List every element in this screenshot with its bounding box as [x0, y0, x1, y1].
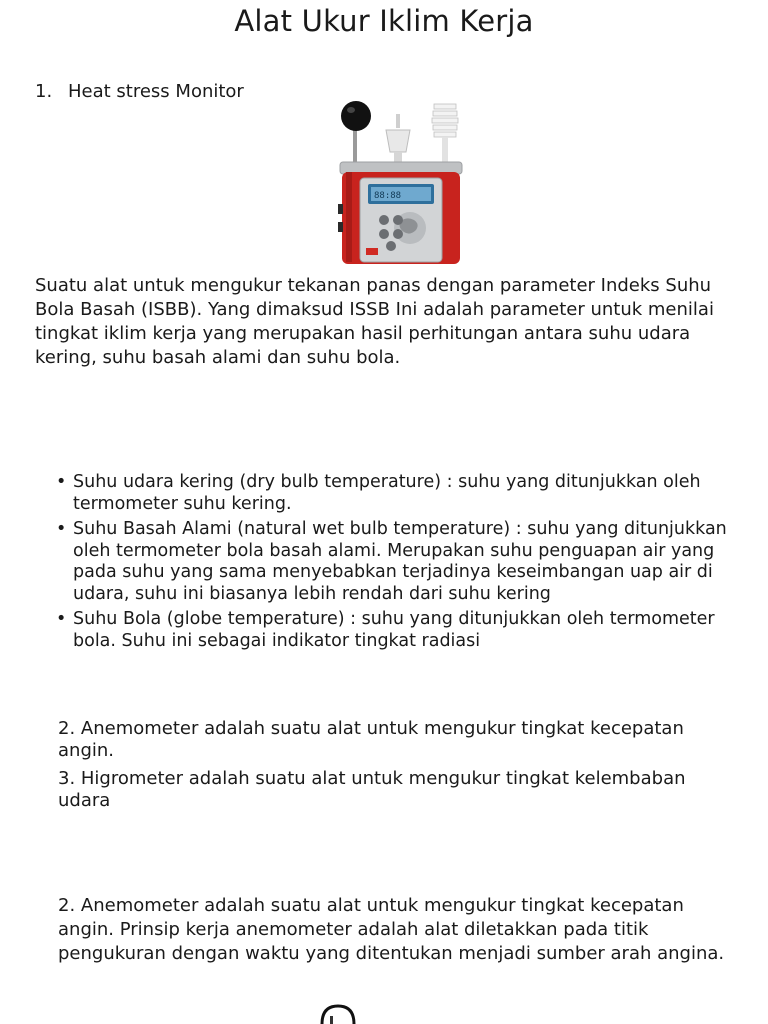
anemometer-full-text: 2. Anemometer adalah suatu alat untuk mengukur tingkat kecepatan angin. Prinsip kerja anemometer adalah alat diletakkan pada titik pengukuran dengan waktu yang ditentukan menjadi sumber arah angina. — [58, 895, 725, 964]
page-title: Alat Ukur Iklim Kerja — [234, 4, 534, 38]
heat-stress-monitor-image — [338, 96, 464, 266]
wet-bulb-sensor — [386, 114, 410, 164]
temperature-bullet-list — [56, 472, 736, 656]
globe-sensor — [341, 101, 371, 164]
anemometer-image — [300, 998, 420, 1024]
bullet-dry-bulb: • Suhu udara kering (dry bulb temperature) : suhu yang ditunjukkan oleh termometer suhu kering. — [56, 472, 736, 515]
anemometer-short-text: 2. Anemometer adalah suatu alat untuk mengukur tingkat kecepatan angin. — [58, 718, 684, 761]
bullet-wet-bulb: • Suhu Basah Alami (natural wet bulb temperature) : suhu yang ditunjukkan oleh termometer bola basah alami. Merupakan suhu penguapan air yang pada suhu yang sama menyebabkan terjadinya keseimbangan uap air di udara, suhu ini biasanya lebih rendah dari suhu kering — [56, 519, 736, 605]
section-heading-text: Heat stress Monitor — [68, 81, 244, 102]
section-1-heading — [35, 81, 244, 102]
hygrometer-text: 3. Higrometer adalah suatu alat untuk mengukur tingkat kelembaban udara — [58, 768, 686, 811]
section-number: 1. — [35, 81, 53, 102]
svg-text:88:88: 88:88 — [374, 191, 402, 201]
dry-bulb-shield — [432, 104, 458, 164]
bullet-globe: • Suhu Bola (globe temperature) : suhu yang ditunjukkan oleh termometer bola. Suhu ini sebagai indikator tingkat radiasi — [56, 609, 736, 652]
section-1-description: Suatu alat untuk mengukur tekanan panas dengan parameter Indeks Suhu Bola Basah (ISBB). Yang dimaksud ISSB Ini adalah parameter untuk menilai tingkat iklim kerja yang merupakan hasil perhitungan antara suhu udara kering, suhu basah alami dan suhu bola. — [35, 275, 714, 368]
